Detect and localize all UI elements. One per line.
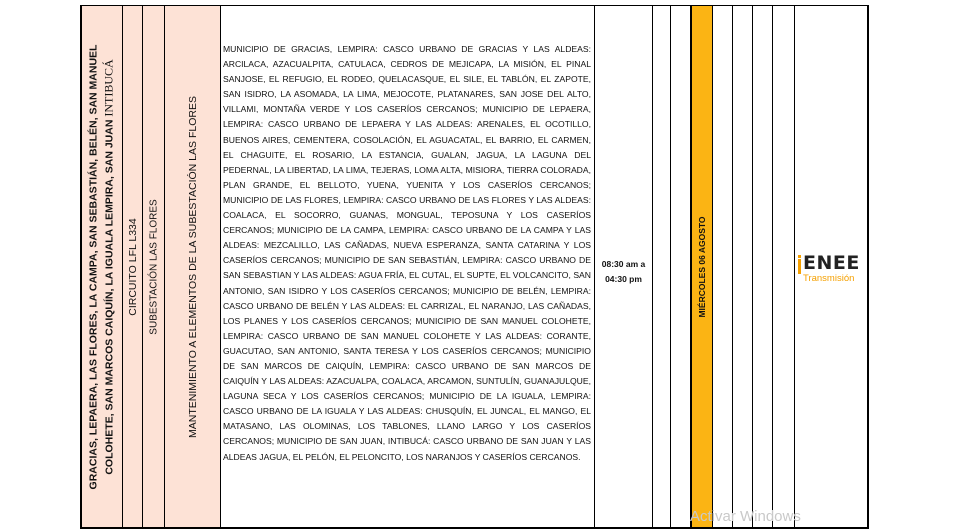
dia-cell-highlighted	[691, 5, 713, 529]
subestacion-cell	[143, 5, 165, 529]
trabajo-text: MANTENIMIENTO A ELEMENTOS DE LA SUBESTACIÓN LAS FLORES	[186, 95, 199, 438]
logo-subtitle: Transmisión	[803, 273, 855, 284]
dia-cell-empty	[713, 5, 733, 529]
dia-cell-empty	[773, 5, 795, 529]
hora-fin: 04:30 pm	[605, 274, 642, 284]
logo-accent-bar	[798, 259, 801, 274]
enee-logo	[798, 252, 868, 288]
descripcion-cell	[221, 5, 595, 529]
dia-cell-empty	[653, 5, 671, 529]
dia-cell-empty	[733, 5, 753, 529]
activation-watermark: Activar Windows	[690, 508, 801, 525]
logo-accent-dot	[798, 255, 801, 258]
circuito-text: CIRCUITO LFL L334	[126, 217, 139, 316]
zona-cell	[80, 5, 123, 529]
zona-department: INTIBUCÁ	[101, 58, 116, 117]
zona-text	[87, 17, 118, 517]
dia-cell-empty	[753, 5, 773, 529]
horario-cell	[595, 5, 653, 529]
dia-cell-empty	[671, 5, 691, 529]
hora-inicio: 08:30 am a	[601, 259, 646, 269]
zona-list: GRACIAS, LEPAERA, LAS FLORES, LA CAMPA, SAN SEBASTIÁN, BELÉN, SAN MANUEL COLOHETE, SAN MARCOS CAIQUÍN, LA IGUALA LEMPIRA, SAN JUAN	[87, 44, 116, 489]
logo-brand: ENEE	[803, 252, 860, 274]
logo-cell	[795, 5, 869, 529]
descripcion-text: MUNICIPIO DE GRACIAS, LEMPIRA: CASCO URBANO DE GRACIAS Y LAS ALDEAS: ARCILACA, AZACUALPITA, CATULACA, CEDROS DE MEJICAPA, LA MISIÓN, EL PINAL SANJOSE, EL REFUGIO, EL RODEO, QUELACASQUE, EL SILE, EL TABLÓN, EL ZAPOTE, SAN ISIDRO, LA ASOMADA, LA LIMA, MEJOCOTE, PLATANARES, SAN JOSE DEL ALTO, VILLAMI, MONTAÑA VERDE Y LOS CASERÍOS CERCANOS; MUNICIPIO DE LEPAERA, LEMPIRA: CASCO URBANO DE LEPAERA Y LAS ALDEAS: ARENALES, EL OCOTILLO, BUENOS AIRES, CEMENTERA, COSOLACIÓN, EL AGUACATAL, EL BARRIO, EL CARMEN, EL CHAGUITE, EL ROSARIO, LA ESTANCIA, GUALAN, JAGUA, LA LAGUNA DEL PEDERNAL, LA LIBERTAD, LA LIMA, TEJERAS, LOMA ALTA, MISIORA, TIERRA COLORADA, PLAN GRANDE, EL BELLOTO, YUENA, YUENITA Y LOS CASERÍOS CERCANOS; MUNICIPIO DE LAS FLORES, LEMPIRA: CASCO URBANO DE LAS FLORES Y LAS ALDEAS: COALACA, EL SOCORRO, GUANAS, MONGUAL, TEPOSUNA Y LOS CASERÍOS CERCANOS; MUNICIPIO DE LA CAMPA, LEMPIRA: CASCO URBANO DE LA CAMPA Y LAS ALDEAS: MEZCALILLO, LAS CAÑADAS, NUEVA ESPERANZA, SANTA CATARINA Y LOS CASERÍOS CERCANOS; MUNICIPIO DE SAN SEBASTIÁN, LEMPIRA: CASCO URBANO DE SAN SEBASTIAN Y LAS ALDEAS: AGUA FRÍA, EL CUTAL, EL SUPTE, EL VOLCANCITO, SAN ANTONIO, SAN ISIDRO Y LOS CASERÍOS CERCANOS; MUNICIPIO DE BELÉN, LEMPIRA: CASCO URBANO DE BELÉN Y LAS ALDEAS: EL CARRIZAL, EL NARANJO, LAS CAÑADAS, LOS PLANES Y LOS CASERÍOS CERCANOS; MUNICIPIO DE SAN MANUEL COLOHETE, LEMPIRA: CASCO URBANO DE SAN MANUEL COLOHETE Y LAS ALDEAS: CORANTE, GUACUTAO, SAN ANTONIO, SANTA TERESA Y LOS CASERÍOS CERCANOS; MUNICIPIO DE SAN MARCOS DE CAIQUÍN, LEMPIRA: CASCO URBANO DE SAN MARCOS DE CAIQUÍN Y LAS ALDEAS: AZACUALPA, COALACA, ARCAMON, SUNTULÍN, GUANAJULQUE, LAGUNA SECA Y LOS CASERÍOS CERCANOS; MUNICIPIO DE LA IGUALA, LEMPIRA: CASCO URBANO DE LA IGUALA Y LAS ALDEAS: CHUSQUÍN, EL JUNCAL, EL MANGO, EL MATASANO, LAS OLOMINAS, LOS TABLONES, LLANO LARGO Y LOS CASERÍOS CERCANOS; MUNICIPIO DE SAN JUAN, INTIBUCÁ: CASCO URBANO DE SAN JUAN Y LAS ALDEAS JAGUA, EL PELÓN, EL PELONCITO, LOS NARANJOS Y CASERÍOS CERCANOS.	[223, 44, 591, 462]
trabajo-cell	[165, 5, 221, 529]
circuito-cell	[123, 5, 143, 529]
dia-text: MIÉRCOLES 06 AGOSTO	[697, 215, 707, 318]
subestacion-text: SUBESTACIÓN LAS FLORES	[148, 198, 159, 335]
horario-text	[595, 257, 652, 287]
